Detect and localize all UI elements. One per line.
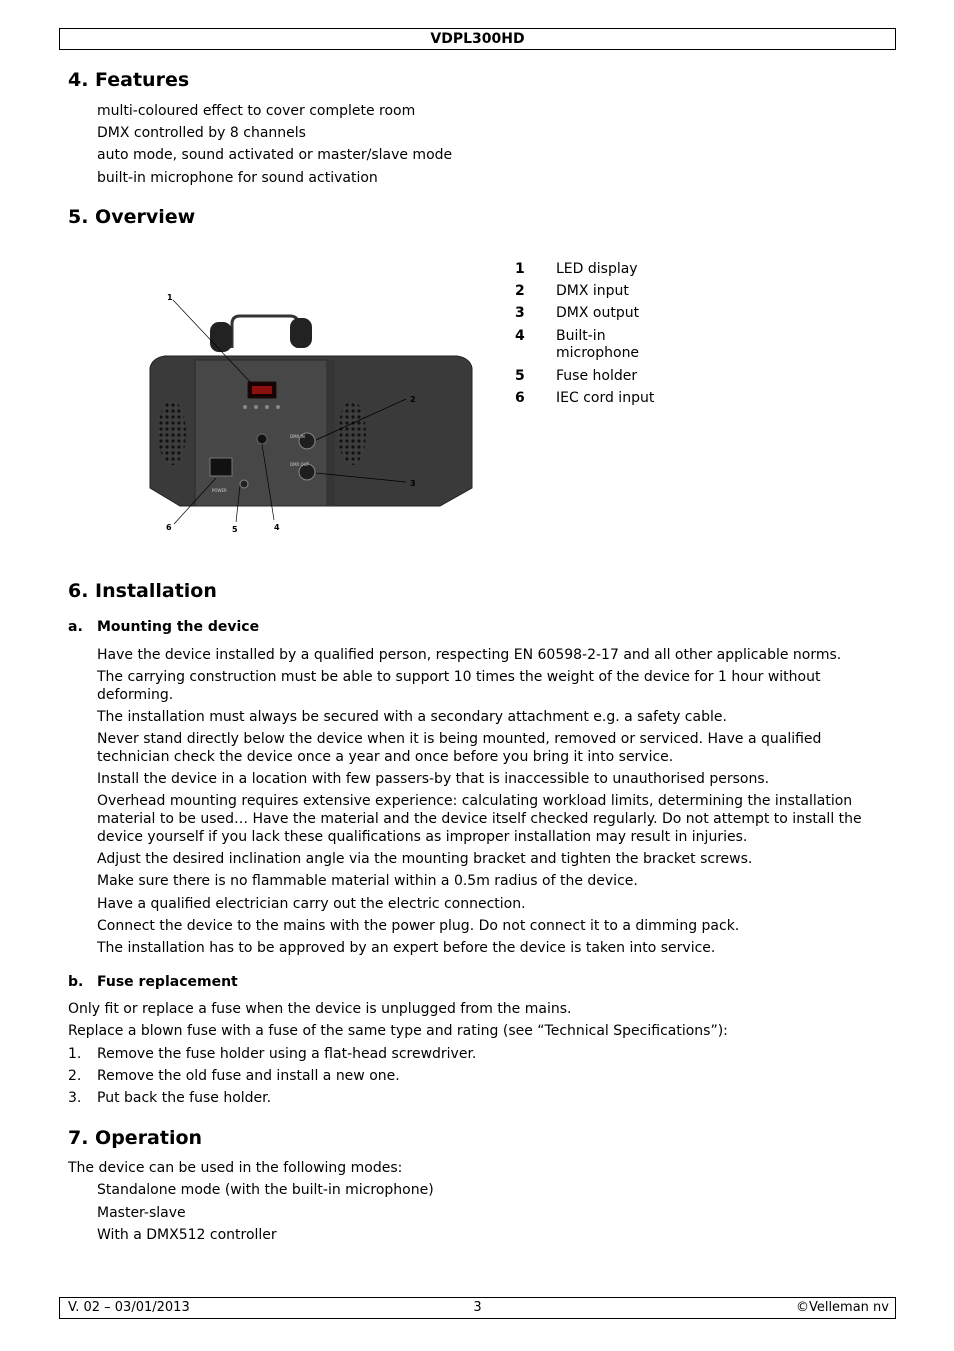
model-name: VDPL300HD — [430, 31, 525, 47]
callout-1: 1 — [167, 293, 173, 302]
device-rear-panel-image — [140, 288, 482, 538]
operation-heading: 7. Operation — [68, 1127, 203, 1149]
fuse-step-number: 1. — [68, 1046, 82, 1062]
mounting-item: Make sure there is no flammable material within a 0.5m radius of the device. — [97, 873, 638, 889]
feature-item: built-in microphone for sound activation — [97, 170, 378, 186]
fuse-intro: Only fit or replace a fuse when the device is unplugged from the mains. — [68, 1001, 572, 1017]
mounting-item: Adjust the desired inclination angle via the mounting bracket and tighten the bracket screws. — [97, 851, 753, 867]
feature-item: multi-coloured effect to cover complete room — [97, 103, 416, 119]
fuse-intro: Replace a blown fuse with a fuse of the same type and rating (see “Technical Specifications”): — [68, 1023, 728, 1039]
fuse-step: Remove the fuse holder using a flat-head screwdriver. — [97, 1046, 477, 1062]
page-header — [59, 28, 896, 50]
operation-mode: Master-slave — [97, 1205, 186, 1221]
panel-label-dmx-in: DMX IN — [290, 434, 305, 439]
callout-2: 2 — [410, 395, 416, 404]
mounting-subheading: a. Mounting the device — [68, 619, 260, 635]
operation-intro: The device can be used in the following modes: — [68, 1160, 403, 1176]
mounting-item: Overhead mounting requires extensive experience: calculating workload limits, determining the installation material to be used… Have the material and the device itself checked regularly. Do not attempt to install the device yourself if you lack these qualifications as improper installation may result in injuries. — [97, 793, 862, 845]
fuse-step: Put back the fuse holder. — [97, 1090, 272, 1106]
operation-mode: Standalone mode (with the built-in microphone) — [97, 1182, 434, 1198]
fuse-step: Remove the old fuse and install a new one. — [97, 1068, 400, 1084]
footer-page-number: 3 — [473, 1300, 482, 1315]
footer-version: V. 02 – 03/01/2013 — [68, 1300, 190, 1315]
overview-heading: 5. Overview — [68, 206, 196, 228]
fuse-subheading: b. Fuse replacement — [68, 974, 238, 990]
mounting-item: Have the device installed by a qualified person, respecting EN 60598-2-17 and all other applicable norms. — [97, 647, 842, 663]
page-footer — [59, 1297, 896, 1319]
fuse-step-number: 3. — [68, 1090, 82, 1106]
mounting-item: The carrying construction must be able to support 10 times the weight of the device for 1 hour without deforming. — [97, 669, 821, 703]
mounting-item: The installation has to be approved by an expert before the device is taken into service. — [97, 940, 716, 956]
mounting-item: Have a qualified electrician carry out the electric connection. — [97, 896, 526, 912]
mounting-item: Connect the device to the mains with the power plug. Do not connect it to a dimming pack. — [97, 918, 740, 934]
feature-item: auto mode, sound activated or master/slave mode — [97, 147, 453, 163]
panel-label-power: POWER — [212, 488, 227, 493]
installation-heading: 6. Installation — [68, 580, 217, 602]
mounting-item: Never stand directly below the device when it is being mounted, removed or serviced. Have a qualified technician check the device once a year and once before you bring it into service. — [97, 731, 822, 765]
panel-label-dmx-out: DMX OUT — [290, 462, 310, 467]
callout-5: 5 — [232, 525, 238, 534]
mounting-item: Install the device in a location with few passers-by that is inaccessible to unauthorised persons. — [97, 771, 770, 787]
callout-3: 3 — [410, 479, 416, 488]
fuse-step-number: 2. — [68, 1068, 82, 1084]
mounting-item: The installation must always be secured with a secondary attachment e.g. a safety cable. — [97, 709, 727, 725]
feature-item: DMX controlled by 8 channels — [97, 125, 306, 141]
callout-6: 6 — [166, 523, 172, 532]
operation-mode: With a DMX512 controller — [97, 1227, 277, 1243]
footer-copyright: ©Velleman nv — [795, 1300, 889, 1315]
features-heading: 4. Features — [68, 69, 190, 91]
callout-4: 4 — [274, 523, 280, 532]
